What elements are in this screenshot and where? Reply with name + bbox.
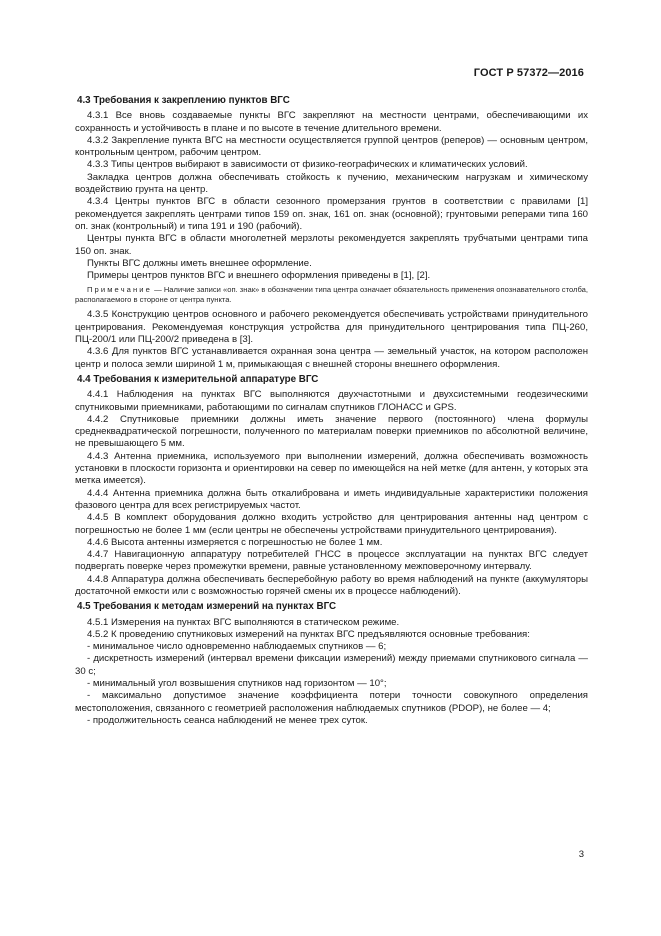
standard-number: ГОСТ Р 57372—2016 xyxy=(473,67,584,79)
section-heading-4-3: 4.3 Требования к закреплению пунктов ВГС xyxy=(77,95,290,106)
page-content xyxy=(75,95,588,727)
list-item: - дискретность измерений (интервал времени фиксации измерений) между приемами спутникового сигнала — 30 с; xyxy=(75,653,588,677)
requirements-list xyxy=(75,641,588,727)
paragraph-4-3-1: 4.3.1 Все вновь создаваемые пункты ВГС закрепляют на местности центрами, обеспечивающими их сохранность и устойчивость в плане и по высоте в течение длительного времени. xyxy=(75,110,588,134)
paragraph-4-4-1: 4.4.1 Наблюдения на пунктах ВГС выполняются двухчастотными и двухсистемными геодезическими спутниковыми приемниками, работающими по сигналам спутников ГЛОНАСС и GPS. xyxy=(75,389,588,413)
paragraph-4-4-5: 4.4.5 В комплект оборудования должно входить устройство для центрирования антенны над центром с погрешностью не более 1 мм (если центры не обеспечены устройствами принудительного центрирования). xyxy=(75,512,588,536)
paragraph-4-5-1: 4.5.1 Измерения на пунктах ВГС выполняются в статическом режиме. xyxy=(87,616,400,628)
paragraph-4-4-4: 4.4.4 Антенна приемника должна быть откалиброванa и иметь индивидуальные характеристики положения фазового центра для всех регистрируемых частот. xyxy=(75,487,588,511)
paragraph-4-3-5: 4.3.5 Конструкцию центров основного и рабочего рекомендуется обеспечивать устройствами принудительного центрирования. Рекомендуемая конструкция устройства для принудительного центрирования типа ПЦ-260, ПЦ-200/1 или ПЦ-200/2 приведена в [3]. xyxy=(75,309,588,346)
page-number: 3 xyxy=(578,849,584,860)
paragraph-4-3-4-b: Центры пункта ВГС в области многолетней мерзлоты рекомендуется закреплять трубчатыми центрами типа 150 оп. знак. xyxy=(75,233,588,257)
list-item: - максимально допустимое значение коэффициента потери точности совокупного определения местоположения, связанного с геометрией расположения наблюдаемых спутников (PDOP), не более — 4; xyxy=(75,690,588,714)
section-heading-4-4: 4.4 Требования к измерительной аппаратуре ВГС xyxy=(77,373,319,385)
paragraph-4-4-8: 4.4.8 Аппаратура должна обеспечивать бесперебойную работу во время наблюдений на пункте (аккумуляторы достаточной емкости или с возможностью горячей смены их в процессе наблюдений). xyxy=(75,573,588,597)
note xyxy=(75,285,588,305)
paragraph-4-3-4-d: Примеры центров пунктов ВГС и внешнего оформления приведены в [1], [2]. xyxy=(87,270,431,282)
paragraph-4-4-7: 4.4.7 Навигационную аппаратуру потребителей ГНСС в процессе эксплуатации на пунктах ВГС следует подвергать поверке через промежутки времени, равные установленному межповерочному интервалу. xyxy=(75,549,588,573)
section-heading-4-5: 4.5 Требования к методам измерений на пунктах ВГС xyxy=(77,601,337,613)
list-item: - продолжительность сеанса наблюдений не менее трех суток. xyxy=(87,714,368,726)
list-item: - минимальный угол возвышения спутников над горизонтом — 10°; xyxy=(87,678,387,690)
paragraph-4-4-6: 4.4.6 Высота антенны измеряется с погрешностью не более 1 мм. xyxy=(87,536,383,548)
paragraph-4-3-3-b: Закладка центров должна обеспечивать стойкость к пучению, механическим нагрузкам и химическому воздействию грунта на центр. xyxy=(75,171,588,196)
paragraph-4-3-4: 4.3.4 Центры пунктов ВГС в области сезонного промерзания грунтов в соответствии с правилами [1] рекомендуется закреплять центрами типов 159 оп. знак, 161 оп. знак (основной); грунтовыми реперами типа 160 оп. знак (контрольный) и типа 191 и 190 (рабочий). xyxy=(75,196,588,232)
paragraph-4-4-3: 4.4.3 Антенна приемника, используемого при выполнении измерений, должна обеспечивать возможность установки в плоскости горизонта и ориентировки на север по имеющейся на ней метке (для антенн, у которых эта метка имеется). xyxy=(75,450,588,487)
paragraph-4-5-2: 4.5.2 К проведению спутниковых измерений на пунктах ВГС предъявляются основные требования: xyxy=(87,628,530,640)
paragraph-4-3-2: 4.3.2 Закрепление пункта ВГС на местности осуществляется группой центров (реперов) — основным центром, контрольным центром, рабочим центром. xyxy=(75,134,588,159)
paragraph-4-3-4-c: Пункты ВГС должны иметь внешнее оформление. xyxy=(87,257,312,269)
note-label: Примечание xyxy=(87,285,152,295)
paragraph-4-3-3: 4.3.3 Типы центров выбирают в зависимости от физико-географических и климатических условий. xyxy=(87,159,528,171)
paragraph-4-3-6: 4.3.6 Для пунктов ВГС устанавливается охранная зона центра — земельный участок, на котором расположен центр и полоса земли шириной 1 м, примыкающая с внешней стороны внешнего оформления. xyxy=(75,346,588,370)
list-item: - минимальное число одновременно наблюдаемых спутников — 6; xyxy=(87,641,387,653)
paragraph-4-4-2: 4.4.2 Спутниковые приемники должны иметь значение первого (постоянного) члена формулы среднеквадратической погрешности, полученного по материалам поверки приемников по абсолютной величине, не превышающего 5 мм. xyxy=(75,413,588,450)
note-text: — Наличие записи «оп. знак» в обозначении типа центра означает обязательность применения опознавательного столба, располагаемого в стороне от центра пункта. xyxy=(75,285,588,305)
